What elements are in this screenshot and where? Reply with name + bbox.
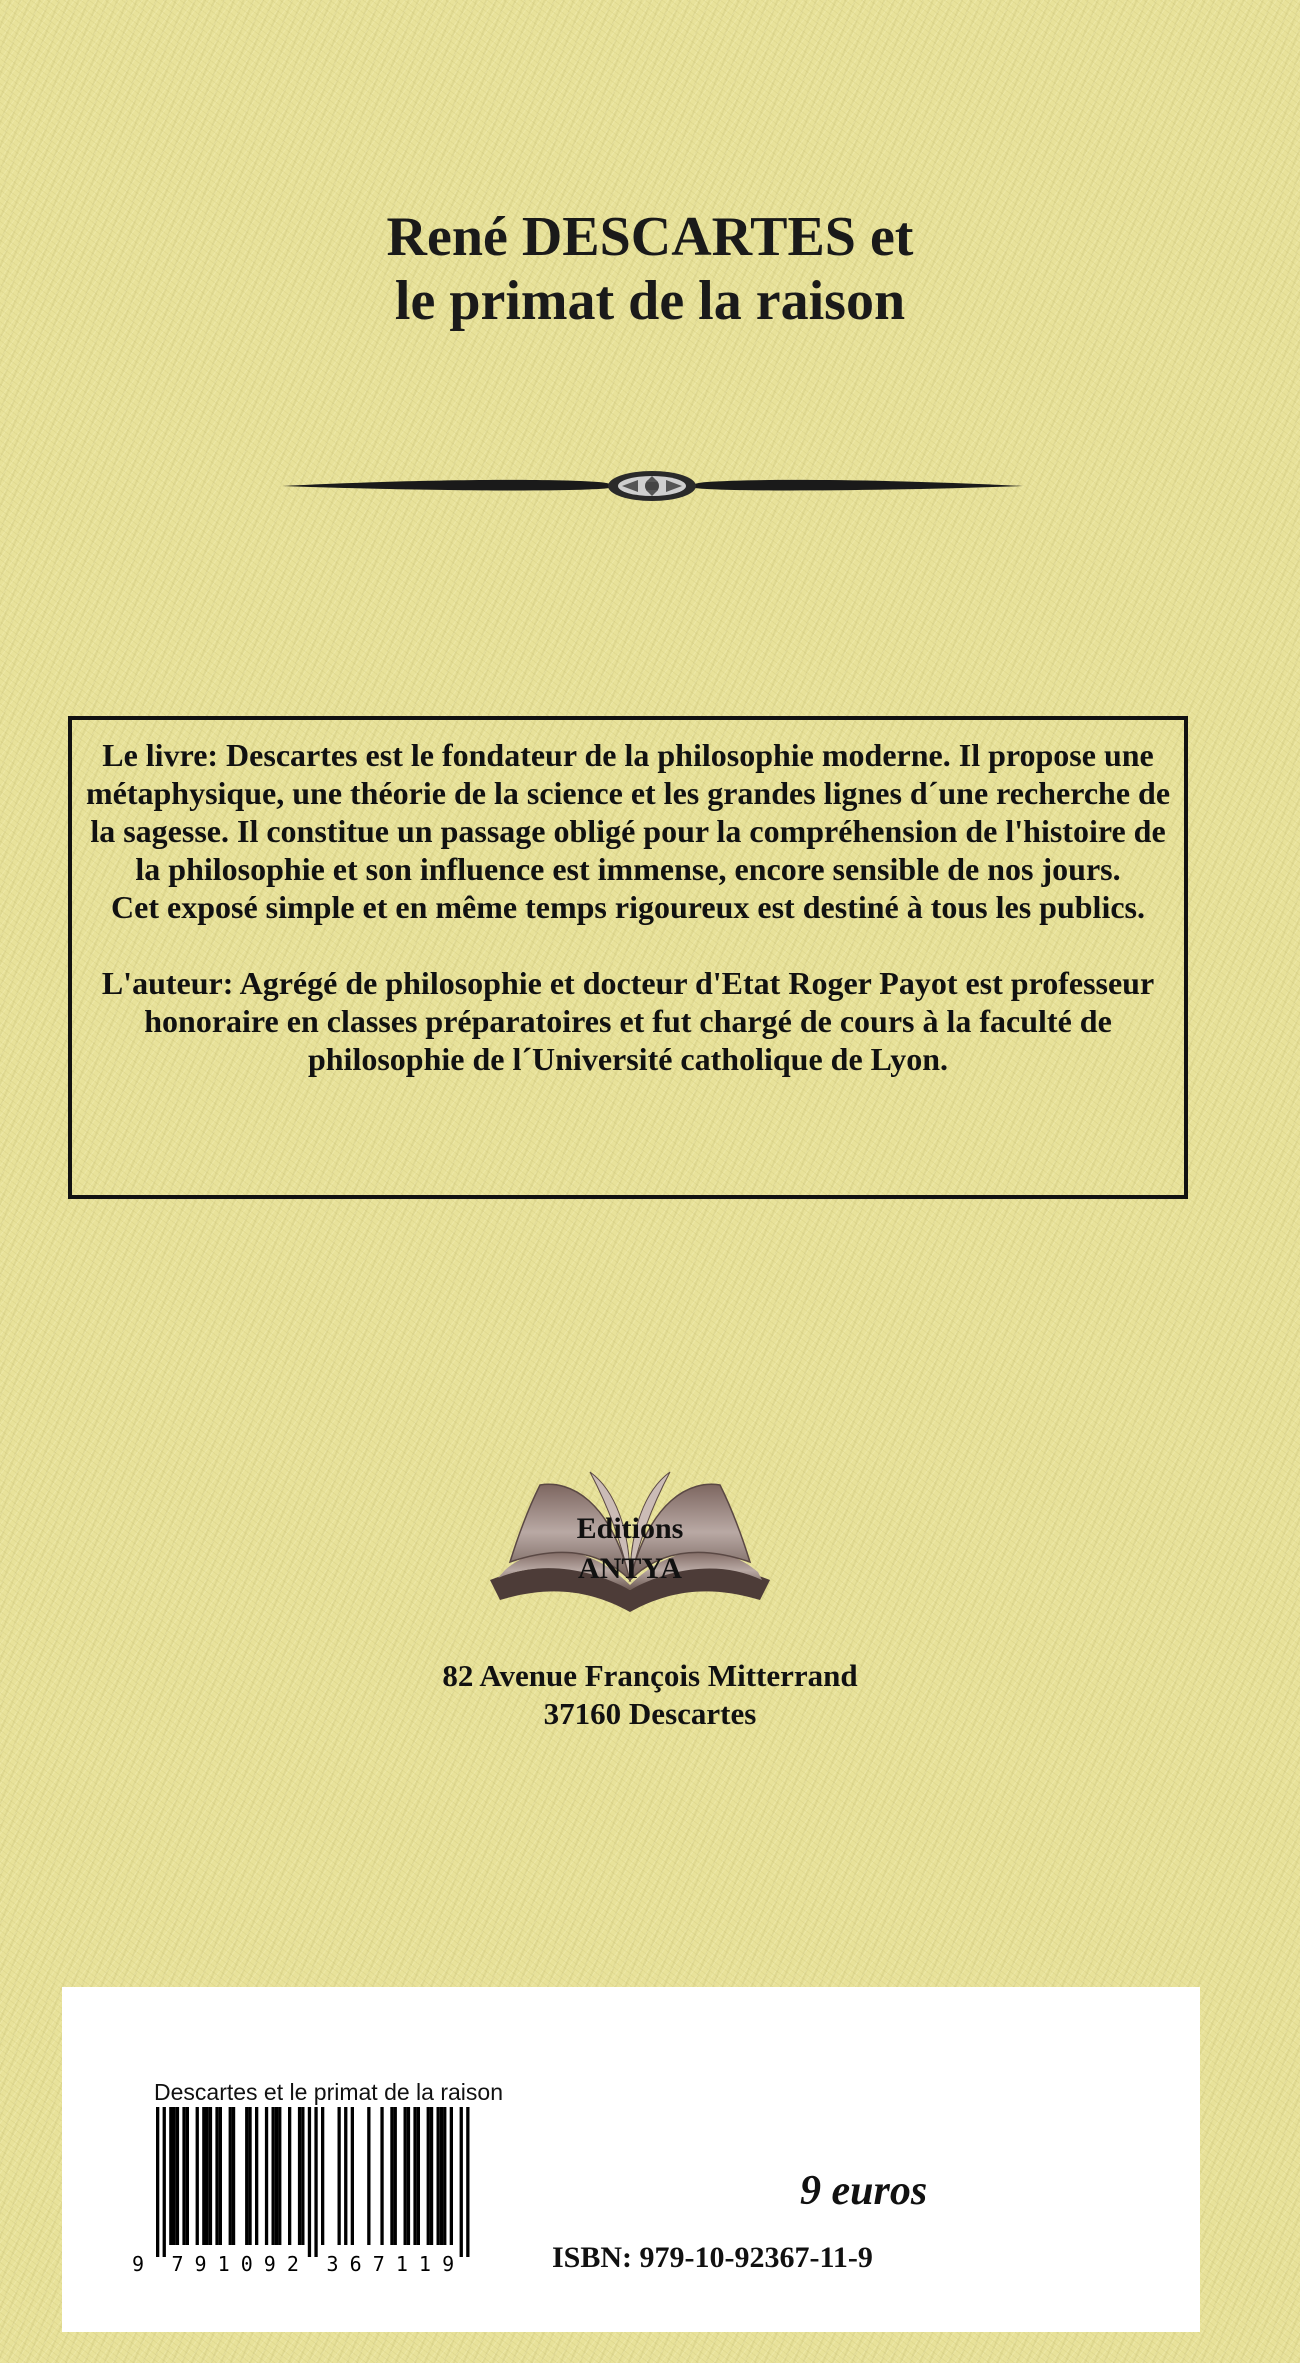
barcode-bar (430, 2107, 433, 2245)
title-line-1: René DESCARTES et (386, 206, 914, 268)
barcode-bar (163, 2107, 166, 2257)
ornament-divider-icon (280, 462, 1025, 510)
barcode-bar (298, 2107, 301, 2245)
barcode-bar (413, 2107, 416, 2245)
barcode-digit: 2 (286, 2252, 299, 2275)
barcode-bars (156, 2107, 470, 2257)
blurb-audience: Cet exposé simple et en même temps rigoureux est destiné à tous les publics. (111, 889, 1145, 925)
barcode-bar (196, 2107, 199, 2245)
barcode-bar (202, 2107, 205, 2245)
barcode-bar (443, 2107, 446, 2245)
barcode-bar (344, 2107, 347, 2245)
barcode-bar (367, 2107, 370, 2245)
barcode-digit: 1 (217, 2252, 230, 2275)
barcode-bar (440, 2107, 443, 2245)
barcode-bar (321, 2107, 324, 2245)
barcode-bar (232, 2107, 235, 2245)
barcode-bar (288, 2107, 291, 2245)
barcode-bar (437, 2107, 440, 2245)
blurb-spacer (78, 926, 1178, 964)
barcode-bar (466, 2107, 469, 2257)
barcode-bar (394, 2107, 397, 2245)
address-city: 37160 Descartes (543, 1696, 757, 1731)
isbn-label: ISBN: 979-10-92367-11-9 (552, 2241, 873, 2274)
barcode-bar (380, 2107, 383, 2245)
barcode-bar (351, 2107, 354, 2245)
barcode-bar (245, 2107, 248, 2245)
barcode-bar (229, 2107, 232, 2245)
barcode-bar (308, 2107, 311, 2257)
barcode-bar (460, 2107, 463, 2257)
barcode-digit: 9 (131, 2252, 145, 2275)
publisher-address (0, 1657, 1300, 1733)
address-street: 82 Avenue François Mitterrand (442, 1658, 858, 1693)
logo-editions-text: Editions (576, 1512, 684, 1545)
barcode-digit: 1 (395, 2252, 408, 2275)
barcode-bar (156, 2107, 159, 2257)
title-line-2: le primat de la raison (394, 270, 906, 332)
barcode-icon (128, 2105, 488, 2275)
logo-antya-text: ANTYA (578, 1552, 682, 1585)
barcode-bar (272, 2107, 275, 2245)
barcode-digit: 6 (349, 2252, 362, 2275)
barcode-bar (407, 2107, 410, 2245)
barcode-digits (132, 2252, 454, 2275)
barcode-bar (278, 2107, 281, 2245)
barcode-digit: 7 (372, 2252, 385, 2275)
barcode-digit: 3 (326, 2252, 339, 2275)
barcode-bar (248, 2107, 251, 2245)
barcode-digit: 1 (418, 2252, 431, 2275)
barcode-bar (265, 2107, 268, 2245)
barcode-bar (215, 2107, 218, 2245)
barcode-bar (169, 2107, 172, 2245)
barcode-title: Descartes et le primat de la raison (154, 2079, 503, 2105)
blurb-book-description: Le livre: Descartes est le fondateur de la philosophie moderne. Il propose une métaphysique, une théorie de la science et les grandes lignes d´une recherche de la sagesse. Il constitue un passage obligé pour la compréhension de l'histoire de la philosophie et son influence est immense, encore sensible de nos jours. (85, 737, 1171, 887)
barcode-bar (390, 2107, 393, 2245)
barcode-bar (338, 2107, 341, 2245)
barcode-bar (173, 2107, 176, 2245)
barcode-bar (275, 2107, 278, 2245)
publisher-logo (480, 1450, 780, 1620)
barcode-bar (255, 2107, 258, 2245)
barcode-bar (417, 2107, 420, 2245)
barcode-bar (209, 2107, 212, 2245)
barcode-digit: 9 (194, 2252, 207, 2275)
barcode-bar (176, 2107, 179, 2245)
barcode-bar (314, 2107, 317, 2257)
barcode-bar (427, 2107, 430, 2245)
price-label: 9 euros (800, 2168, 928, 2214)
barcode-bar (219, 2107, 222, 2245)
barcode-digit: 9 (263, 2252, 276, 2275)
barcode-panel (62, 1987, 1200, 2332)
blurb-author-bio: L'auteur: Agrégé de philosophie et docteur d'Etat Roger Payot est professeur honoraire en classes préparatoires et fut chargé de cours à la faculté de philosophie de l´Université catholique de Lyon. (101, 965, 1155, 1077)
barcode-digit: 7 (171, 2252, 184, 2275)
book-title (0, 205, 1300, 333)
barcode-bar (450, 2107, 453, 2245)
barcode-bar (301, 2107, 304, 2245)
barcode-bar (182, 2107, 185, 2245)
barcode-bar (206, 2107, 209, 2245)
barcode-digit: 0 (240, 2252, 253, 2275)
blurb-box (68, 716, 1188, 1199)
barcode-bar (186, 2107, 189, 2245)
barcode-bar (404, 2107, 407, 2245)
barcode-digit: 9 (442, 2252, 455, 2275)
